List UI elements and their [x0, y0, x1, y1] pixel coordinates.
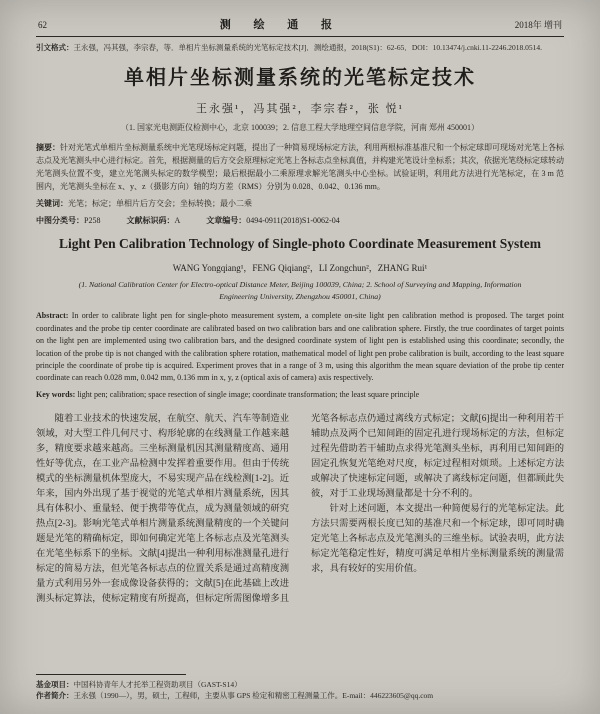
keywords-en: [36, 389, 564, 402]
abstract-cn: [36, 142, 564, 194]
abstract-en-text: In order to calibrate light pen for single-photo measurement system, a complete on-site light pen calibration method is proposed. The target point coordinates and the probe tip center coordinate are calibrated based on two calibration bars and one calibration sphere. Firstly, the true coordinates of target points on the light pen are implemented using two calibration bars, and the designed coordinate system of light pen is established using this coordinate; secondly, the location of the probe tip is not changed with the calibration sphere rotation, mathematical model of light pen probe calibration is built, according to the least square principle the coordinate of probe tip is acquired. Experiment proves that in a range of 3 m, using this algorithm the mean square deviation of the probe tip center coordinate can reach 0.028 mm, 0.042 mm, 0.136 mm in x, y, z (optical axis of camera) axis respectively.: [36, 311, 565, 383]
citation-text: 王永强，冯其强，李宗春，等．单相片坐标测量系统的光笔标定技术[J]．测绘通报，2018(S1)：62-65．DOI：10.13474/j.cnki.11-2246.2018.0514.: [73, 43, 542, 52]
keywords-cn: [36, 198, 564, 211]
issue-label: 2018年 增刊: [514, 20, 562, 30]
affiliation-cn: （1. 国家光电测距仪检测中心，北京 100039；2. 信息工程大学地理空间信息学院，河南 郑州 450001）: [121, 123, 479, 133]
paper-title-cn: 单相片坐标测量系统的光笔标定技术: [124, 67, 476, 90]
article-id-value: 0494-0911(2018)S1-0062-04: [246, 216, 340, 226]
page-number: 62: [38, 20, 47, 30]
paper-title-en: Light Pen Calibration Technology of Single-photo Coordinate Measurement System: [58, 236, 541, 252]
header-rule: [36, 36, 564, 37]
abstract-en-label: Abstract:: [36, 311, 69, 321]
body-text: [36, 412, 564, 620]
fund-label: 基金项目：: [36, 679, 74, 689]
citation-block: [36, 42, 564, 53]
footnote-area: [36, 674, 564, 702]
authors-en: WANG Yongqiang¹，FENG Qiqiang²，LI Zongchun²，ZHANG Rui¹: [172, 263, 428, 274]
fund-footnote: [36, 679, 564, 691]
classification-line: [36, 215, 564, 226]
journal-name: 测 绘 通 报: [219, 19, 342, 31]
clc-label: 中图分类号：: [36, 216, 84, 226]
page-header: [36, 16, 564, 36]
abstract-cn-label: 摘要：: [36, 143, 60, 153]
body-paragraph-1: 随着工业技术的快速发展，在航空、航天、汽车等制造业领域，对大型工件几何尺寸、构形轮廓的在线测量工作越来越多，精度要求越来越高。三坐标测量机因其测量精度高、通用性好等优点，在工业产品检测中发挥着重要作用。但由于传统模式的坐标测量机体型庞大，不易实现产品在线检测[1-2]。近年来，国内外出现了基于视觉的光笔式单相片测量系统，因其具有体积小、重量轻、便于携带等优点，成为测量领域的研究热点[2-3]。影响光笔式单相片测量系统测量精度的一个关键问题是光笔的精确标定，即如何确定光笔上各标志点及光笔测头在光笔坐标系下的坐标。文献[4]提出一种利用标准测量孔进行标定的简易方法，但光笔各标志点的位置关系是通过高精度测量方式利用另外一套成像设备获得的；文献[5]在此基础上改进测头标定算法，使标定精度有所提高，但标定所需图像增多且光笔各标志点仍通过离线方式标定；文献[6]提出一种利用若干辅助点及两个已知间距的固定孔进行现场标定的方法，但标定过程先借助若干辅助点求得光笔测头坐标，再利用已知间距的固定孔恢复光笔绝对尺度，标定过程相对烦琐。上述标定方法或解决了快速标定问题，或解决了离线标定问题，但都顾此失彼，对于工业现场测量都是十分不利的。: [36, 413, 564, 605]
abstract-en: [36, 310, 564, 384]
doc-code-label: 文献标识码：: [126, 216, 175, 226]
footnote-rule: [36, 674, 186, 675]
affiliation-en: (1. National Calibration Center for Electro-optical Distance Meter, Beijing 100039, China; 2. School of Surveying and Mapping, Information Engineering University, Zhengzhou 450001, China): [78, 280, 522, 301]
keywords-cn-label: 关键词：: [36, 199, 68, 209]
keywords-en-label: Key words:: [36, 389, 76, 399]
article-id-label: 文章编号：: [206, 216, 247, 226]
keywords-cn-text: 光笔；标定；单相片后方交会；坐标转换；最小二乘: [68, 199, 252, 209]
doc-code-value: A: [174, 216, 181, 226]
clc-number: [36, 215, 100, 226]
clc-value: P258: [84, 216, 101, 226]
author-bio-footnote: [36, 690, 564, 702]
keywords-en-text: light pen; calibration; space resection of single image; coordinate transformation; the least square principle: [77, 389, 420, 399]
abstract-cn-text: 针对光笔式单相片坐标测量系统中光笔现场标定问题，提出了一种简易现场标定方法，利用两根标准基准尺和一个标定球即可现场对光笔上各标志点及光笔测头中心进行标定。首先，根据测量的后方交会原理标定光笔上各标志点坐标真值，并构建光笔设计坐标系；其次，依据光笔绕标定球转动光笔测头位置不变，建立光笔测头标定的数学模型；最后根据最小二乘原理求解光笔测头中心坐标。试验证明，利用此方法进行光笔标定，在 3 m 范围内，光笔测头坐标在 x、y、z（摄影方向）轴的均方差（RMS）分别为 0.028、0.042、0.136 mm。: [36, 143, 564, 192]
citation-label: 引文格式：: [36, 43, 74, 52]
bio-label: 作者简介：: [36, 691, 74, 701]
doc-code: [126, 215, 180, 226]
bio-text: 王永强（1990—），男，硕士，工程师，主要从事 GPS 检定和精密工程测量工作。E-mail：446223605@qq.com: [73, 691, 434, 701]
body-paragraph-2: 针对上述问题，本文提出一种简便易行的光笔标定法。此方法只需要两根长度已知的基准尺和一个标定球，即可同时确定光笔上各标志点及光笔测头的三维坐标。试验表明，此方法标定光笔稳定性好，精度可满足单相片坐标测量系统的测量需求，具有较好的实用价值。: [311, 503, 564, 575]
fund-text: 中国科协青年人才托举工程资助项目（GAST-S14）: [73, 679, 242, 689]
authors-cn: 王永强¹，冯其强²，李宗春²，张 悦¹: [196, 103, 404, 116]
article-id: [206, 215, 339, 226]
